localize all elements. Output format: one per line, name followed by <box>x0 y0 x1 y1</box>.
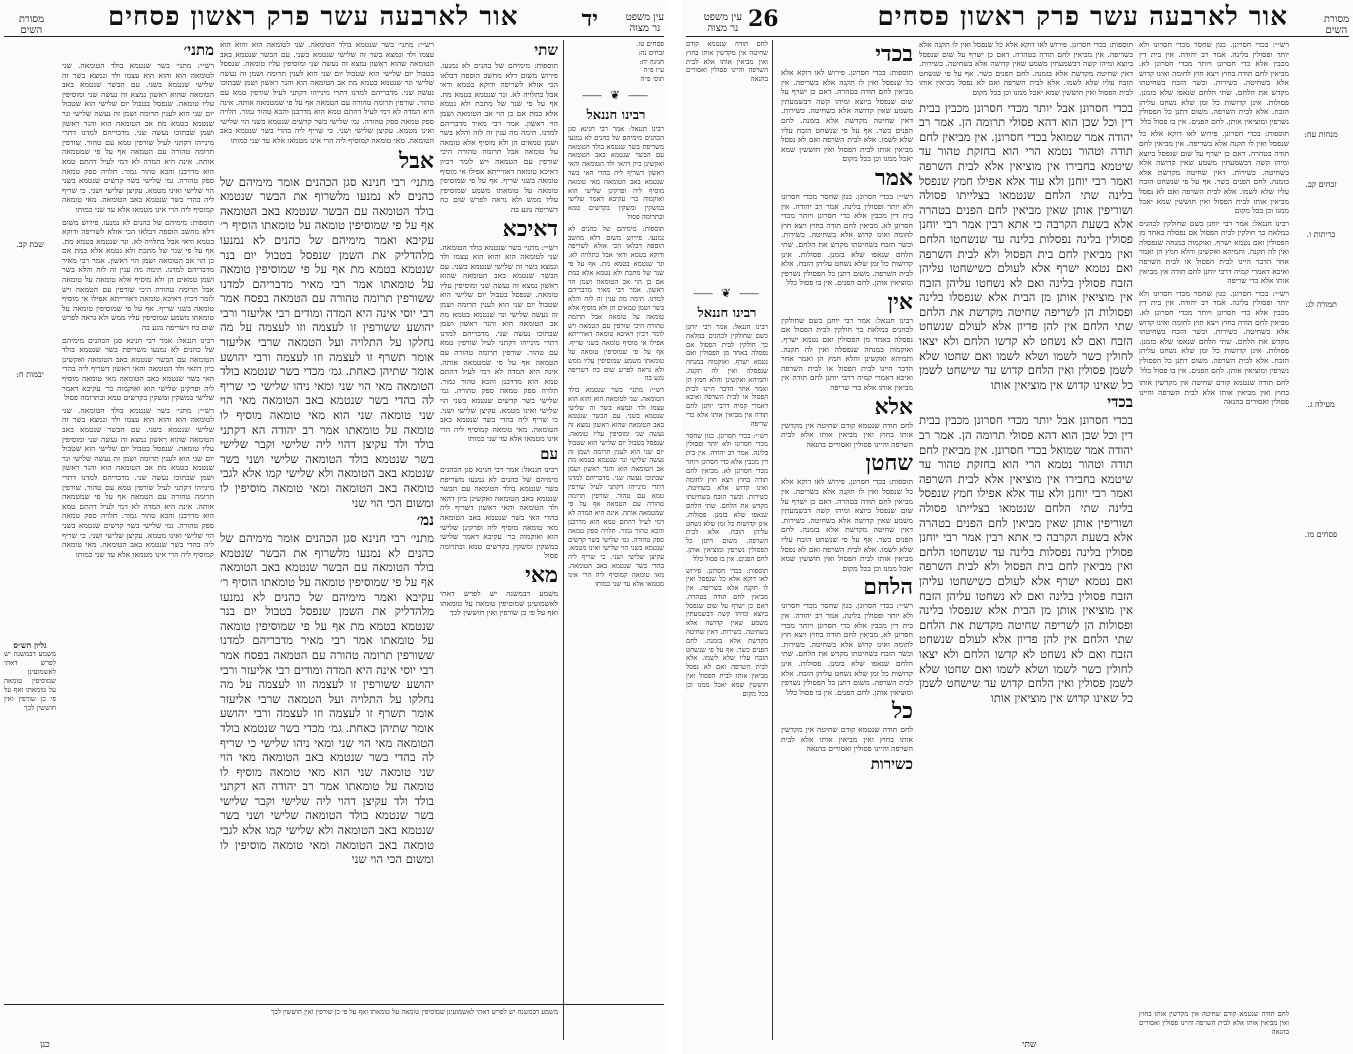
gemara-text: מתני׳ רבי חנינא סגן הכהנים אומר מימיהם של כהנים לא נמנעו מלשרוף את הבשר שנטמא בולד הטומאה עם הבשר שנטמא באב הטומאה אף על פי שמוסיפין טומאה על טומאתו הוסיף ר׳ עקיבא ואמר מימיהם של כהנים לא נמנעו מלהדליק את השמן שנפסל בטבול יום בנר שנטמא בטמא מת אף על פי שמוסיפין טומאה על טומאתו אמר רבי מאיר מדבריהם למדנו ששורפין תרומה טהורה עם הטמאה בפסח אמר רבי יוסי אינה היא המדה ומודים רבי אליעזר ורבי יהושע ששורפין זו לעצמה וזו לעצמה על מה נחלקו על התלויה ועל הטמאה שרבי אליעזר אומר תשרף זו לעצמה וזו לעצמה ורבי יהושע אומר שתיהן כאחת. גמ׳ מכדי בשר שנטמא בולד הטומאה מאי הוי שני ומאי ניהו שלישי כי שריף לה בהדי בשר שנטמא באב הטומאה מאי הוי שני טומאה שני הוא מאי טומאה מוסיף לו טומאה על טומאתו אמר רב יהודה הא דקתני בולד ולד עקיצן דהוי ליה שלישי וקבר שלישי בשר שנטמא בולד הטומאה שלישי ושני בשר שנטמא באב הטומאה ולא שלישי קמו אלא לגבי טומאה באב הטומאה ומאי טומאה מוסיפין לו ומשום הכי הוי שני <box>220 174 434 510</box>
gemara-text-cont: בכדי חסרונן אבל יותר מכדי חסרונן מכבין בבית דין וכל שכן הוא דהא פסולי תרומה הן. אמר רב יהודה אמר שמואל בכדי חסרונן. אין מביאין לחם תודה וטהור נטמא הרי הוא בחזקת טהור עד שיטמא בחבירו אין מוציאין אלא לבית השרפה ואמר רבי יוחנן ולא עוד אלא אפילו חמץ שנפסל בלינה שתי הלחם שנטמאו בצלייתו פסולה ושוריפין אותן שאין מביאין לחם הפנים בטהרה אלא בשעת הקרבה כי אתא רבין אמר רבי יוחנן פסולין בלינה נפסלות בלינה עד שנשחטו הלחם ואין מביאין לחם בית הפסול ולא לבית השרפה ואם נטמא ישרף אלא לעולם כשישחטו עליהן הזבח פסולין בלינה ואם לא נשחטו עליהן הזבח אין מוציאין אותן מן הבית אלא שנפסלו בלינה ופסולות הן לשריפה שחיטה מקדשת את הלחם שתי הלחם אין להן פדיון אלא לעולם שנשחט הזבח ואם לא נשחט לא קדשו הלחם ולא יצאו לחולין כשר לשמו ושלא לשמו ואם שחטו שלא לשמן פסולין ואין הלחם קדוש עד שישחט לשמן כל שאינו קדוש אין מוציאין אותו <box>919 413 1133 705</box>
footnote-rule <box>4 1004 664 1005</box>
rashi-column <box>1139 40 1289 1000</box>
bottom-catchword: כנן <box>40 1040 50 1050</box>
rashi-column <box>62 40 214 1000</box>
inner-margin-column <box>1293 40 1349 1000</box>
catchword: כל <box>891 698 913 725</box>
inner-margin-column <box>4 40 56 1000</box>
rabbeinu-chananel-text-cont: תוספות: מימיהם של כהנים לא נמנעו. פירוש משום דלא מחשב הוספה דבלאו הכי אזלא לשריפה ודוקא בטמא ודאי אבל בתלויה לא. ונר שנטמא בטמא מת. אף על פי שנר של מתכת ולא נטמא אלא במת אם כן הוי אב הטומאה ושמן הוי ראשון. אמר רבי מאיר מדבריהם למדנו. תימה מה ענין זה לזה והלא בשר ושמן טמאים הן ולא מוסיף אלא טומאה על טומאה אבל תרומה טהורה היכי שורפין עם הטמאה ויש לומר דכיון דאיכא טומאה דאורייתא אפילו אי מוסיף טומאה בשני שריף. אף על פי שמוסיפין טומאה על טומאתו משמע שמוסיפין עליו ממש ולא נראה לפרש שום כח דשריפה נוגע בה <box>568 224 664 383</box>
rashi-text: רש״י: בכדי חסרונן. כגון שחסר מכדי חסרונו ולא יותר ופסולין בלינה. אמר רב יהודה. אין בית דין מכבין אלא כדי חסרונן ויותר מכדי חסרונן לא. מביאין לחם תודה בחוץ ויצא חוץ לחומה ואינו קדוש אלא בשחיטה. כשירות. וכשר הזבח בשחיטתו מקדש את הלחם. שתי הלחם שנאפו שלא בזמנן. פסולות. אינן קדושות כל זמן שלא נשחט עליהן הזבח. אלא לבית השרפה. משום דתנן כל הפסולין נשרפין ומוציאין אותן. לחם הפנים. אין בו פסול כלל <box>1139 40 1289 126</box>
column-rule <box>772 40 773 1040</box>
tosafot-text-cont: רש״י: בכדי חסרונן. כגון שחסר מכדי חסרונו ולא יותר ופסולין בלינה. אמר רב יהודה. אין בית דין מכבין אלא כדי חסרונן ויותר מכדי חסרונן לא. מביאין לחם תודה בחוץ ויצא חוץ לחומה ואינו קדוש אלא בשחיטה. כשירות. וכשר הזבח בשחיטתו מקדש את הלחם. שתי הלחם שנאפו שלא בזמנן. פסולות. אינן קדושות כל זמן שלא נשחט עליהן הזבח. אלא לבית השרפה. משום דתנן כל הפסולין נשרפין ומוציאין אותן. לחם הפנים. אין בו פסול כלל <box>781 191 913 288</box>
rabbeinu-chananel-text: רבינו חננאל: אמר רבי יוחנן כשם שחולקין לכהנים במלאת כך חולקין לבית הפסול אם נפסלה באחד מן הפסולין ואם נטמא ישרף. ואוקמוה במנחה שנפסלה ואין לה תקנה. ותמיהא ואקשינן והלא חמץ הן ואמר אחר הדבר היינו לבית הפסול או לבית השרפה ואיכא דאמרי קמיה דרבי יוחנן לחם תודה אין מביאין אותו אלא כדי שריפה <box>686 322 768 428</box>
rashi-text-cont: רש״י: בכדי חסרונן. כגון שחסר מכדי חסרונו ולא יותר ופסולין בלינה. אמר רב יהודה. אין בית דין מכבין אלא כדי חסרונן ויותר מכדי חסרונן לא. מביאין לחם תודה בחוץ ויצא חוץ לחומה ואינו קדוש אלא בשחיטה. כשירות. וכשר הזבח בשחיטתו מקדש את הלחם. שתי הלחם שנאפו שלא בזמנן. פסולות. אינן קדושות כל זמן שלא נשחט עליהן הזבח. אלא לבית השרפה. משום דתנן כל הפסולין נשרפין ומוציאין אותן. לחם הפנים. אין בו פסול כלל <box>1139 288 1289 375</box>
margin-gloss: שבת קב. <box>16 240 44 249</box>
gemara-top-commentary: רש״י: מתני׳ בשר שנטמא בולד הטומאה. שני לטומאה הוא והוא הוא עצמו ולד ונמצא בשר זה שלישי שנטמא בשני. עם הבשר שנטמא באב הטומאה שהוא ראשון נמצא זה נעשה שני ומוסיפין עליו טומאה. שנפסל בטבול יום שלישי הוא שטבול יום שני הוא לענין תרומה ושמן זה נעשה שלישי ונר שנטמא בטמא מת אב הטומאה הוא והנר ראשון ושמן שבתוכו נעשה שני. מדבריהם למדנו דתרי מינייהו דקתני לעיל שורפין טמא עם טהור. שורפין תרומה טהורה עם הטמאה אף על פי שמטמאה אותה. אינה היא המדה לא דמי לעיל דהתם טמא הוא מדרבנן והכא טהור גמור. תלויה ספק טמאה ספק טהורה. גמ׳ שלישי בשר קדשים שנטמא בשני הוי שלישי ואינו מטמא. עקיצן שלישי ושני. כי שריף ליה בהדי בשר שנטמא באב הטומאה. מאי טומאה קמוסיף ליה הרי אינו מטמאו אלא עד שני כמותו <box>220 40 434 145</box>
gemara-text-cont: מתני׳ רבי חנינא סגן הכהנים אומר מימיהם של כהנים לא נמנעו מלשרוף את הבשר שנטמא בולד הטומאה עם הבשר שנטמא באב הטומאה אף על פי שמוסיפין טומאה על טומאתו הוסיף ר׳ עקיבא ואמר מימיהם של כהנים לא נמנעו מלהדליק את השמן שנפסל בטבול יום בנר שנטמא בטמא מת אף על פי שמוסיפין טומאה על טומאתו אמר רבי מאיר מדבריהם למדנו ששורפין תרומה טהורה עם הטמאה בפסח אמר רבי יוסי אינה היא המדה ומודים רבי אליעזר ורבי יהושע ששורפין זו לעצמה וזו לעצמה על מה נחלקו על התלויה ועל הטמאה שרבי אליעזר אומר תשרף זו לעצמה וזו לעצמה ורבי יהושע אומר שתיהן כאחת. גמ׳ מכדי בשר שנטמא בולד הטומאה מאי הוי שני ומאי ניהו שלישי כי שריף לה בהדי בשר שנטמא באב הטומאה מאי הוי שני טומאה שני הוא מאי טומאה מוסיף לו טומאה על טומאתו אמר רב יהודה הא דקתני בולד ולד עקיצן דהוי ליה שלישי וקבר שלישי בשר שנטמא בולד הטומאה שלישי ושני בשר שנטמא באב הטומאה ולא שלישי קמו אלא לגבי טומאה באב הטומאה ומאי טומאה מוסיפין לו ומשום הכי הוי שני <box>220 531 434 867</box>
footnote-block <box>60 1008 558 1038</box>
folio-number: 26 <box>748 6 779 32</box>
tosafot-column <box>781 40 913 1000</box>
outer-margin-column <box>686 40 768 1040</box>
gemara-text: בכדי חסרונן אבל יותר מכדי חסרונן מכבין בבית דין וכל שכן הוא דהא פסולי תרומה הן. אמר רב יהודה אמר שמואל בכדי חסרונן. אין מביאין לחם תודה וטהור נטמא הרי הוא בחזקת טהור עד שיטמא בחבירו אין מוציאין אלא לבית השרפה ואמר רבי יוחנן ולא עוד אלא אפילו חמץ שנפסל בלינה שתי הלחם שנטמאו בצלייתו פסולה ושוריפין אותן שאין מביאין לחם הפנים בטהרה אלא בשעת הקרבה כי אתא רבין אמר רבי יוחנן פסולין בלינה נפסלות בלינה עד שנשחטו הלחם ואין מביאין לחם בית הפסול ולא לבית השרפה ואם נטמא ישרף אלא לעולם כשישחטו עליהן הזבח פסולין בלינה ואם לא נשחטו עליהן הזבח אין מוציאין אותן מן הבית אלא שנפסלו בלינה ופסולות הן לשריפה שחיטה מקדשת את הלחם שתי הלחם אין להן פדיון אלא לעולם שנשחט הזבח ואם לא נשחט לא קדשו הלחם ולא יצאו לחולין כשר לשמו ושלא לשמו ואם שחטו שלא לשמן פסולין ואין הלחם קדוש עד שישחט לשמן כל שאינו קדוש אין מוציאין אותו <box>919 100 1133 392</box>
column-rule <box>563 40 564 1040</box>
marginal-ref: פסחים טו. <box>636 40 664 48</box>
marginal-refs-block <box>568 40 664 84</box>
ein-mishpat-heading <box>604 4 664 34</box>
tosafot-text-cont: רבינו חננאל: אמר רבי חנינא סגן הכהנים מימיהם של כהנים לא נמנעו משריפת בשר שנטמא בולד הטומאה עם הבשר שנטמא באב הטומאה ואקשינן כיון דהאי ולד הטומאה והאי ראשון דשריף ליה בהדי האי בשר שנטמא באב הטומאה מאי טומאה מוסיף ליה ופרקינן שלישי הוא ואוקמוה כר׳ עקיבא דאמר שלישי במשקין ומשקין בקדשים טמא ובתרומה פסול <box>440 464 558 561</box>
catchword: הלחם <box>863 574 913 601</box>
margin-gloss: תמורה לג: <box>1305 300 1337 309</box>
ein-mishpat-text: לחם תודה שנטמא קודם שחיטה אין מקדשין אותו בחוץ ואין מביאין אותו אלא לבית השרפה והיינו פסולין ואסורים בהנאה <box>686 40 768 84</box>
masoret-heading <box>1309 6 1349 36</box>
marginal-ref: זבחים נה: <box>638 48 664 57</box>
ein-mishpat-label: עין משפט נר מצוה <box>625 12 664 34</box>
masoret-label: מסורת השים <box>1323 14 1349 36</box>
tosafot-text-cont: תוספות: בכדי חסרונן. פירוש לאו דוקא אלא כל שנפסל ואין לו תקנה אלא בשריפה. אין מביאין לחם תודה בטהרה. דאם כן ישרף על שום שנפסל ביוצא ומיהו קשה דבשמעתין משמע שאין קדושה אלא בשחיטה. כשירות. דאין שחיטה מקדשת אלא בזמנה. לחם הפנים כשר. אף על פי שנשחט הזבח עליו שלא לשמו. אלא לבית השרפה ואם לא נפסל מביאין אותו לבית הפסול ואין חוששין שמא יאכל ממנו וכן בכל מקום <box>781 477 913 573</box>
rashi-text-cont: תוספות: מימיהם של כהנים לא נמנעו. פירוש משום דלא מחשב הוספה דבלאו הכי אזלא לשריפה ודוקא בטמא ודאי אבל בתלויה לא. ונר שנטמא בטמא מת. אף על פי שנר של מתכת ולא נטמא אלא במת אם כן הוי אב הטומאה ושמן הוי ראשון. אמר רבי מאיר מדבריהם למדנו. תימה מה ענין זה לזה והלא בשר ושמן טמאים הן ולא מוסיף אלא טומאה על טומאה אבל תרומה טהורה היכי שורפין עם הטמאה ויש לומר דכיון דאיכא טומאה דאורייתא אפילו אי מוסיף טומאה בשני שריף. אף על פי שמוסיפין טומאה על טומאתו משמע שמוסיפין עליו ממש ולא נראה לפרש שום כח דשריפה נוגע בה <box>62 217 214 333</box>
outer-margin-column <box>568 40 664 1040</box>
footnote-block <box>1139 1010 1289 1040</box>
margin-gloss: יבמות ח: <box>16 370 44 379</box>
ein-mishpat-heading <box>686 4 742 34</box>
header-rule <box>686 36 1349 37</box>
tosafot-text-cont: לחם תודה שנטמא קודם שחיטה אין מקדשין אותו בחוץ ואין מביאין אותו אלא לבית השרפה והיינו פסולין ואסורים בהנאה <box>781 420 913 449</box>
catchword: שחטן <box>865 450 913 477</box>
tosafot-text-cont: רבינו חננאל: אמר רבי יוחנן כשם שחולקין לכהנים במלאת כך חולקין לבית הפסול אם נפסלה באחד מן הפסולין ואם נטמא ישרף. ואוקמוה במנחה שנפסלה ואין לה תקנה. ותמיהא ואקשינן והלא חמץ הן ואמר אחר הדבר היינו לבית הפסול או לבית השרפה ואיכא דאמרי קמיה דרבי יוחנן לחם תודה אין מביאין אותו אלא כדי שריפה <box>781 315 913 393</box>
footnote-text: לחם תודה שנטמא קודם שחיטה אין מקדשין אותו בחוץ ואין מביאין אותו אלא לבית השרפה והיינו פסולין ואסורים בהנאה <box>1139 1010 1289 1036</box>
gilyon-hashas-text: משמע דבמשנה יש לפרש דאתי לאשמועינן שמוסיפין טומאה על טומאתו ואף על פי כן שורפין ואין חוששין לכך <box>4 650 56 712</box>
footnote-text: משמע דבמשנה יש לפרש דאתי לאשמועינן שמוסיפין טומאה על טומאתו ואף על פי כן שורפין ואין חוששין לכך <box>271 1008 558 1016</box>
right-running-head <box>748 2 1288 32</box>
ornament-divider: ⸺ ❦ ⸺ <box>581 87 651 102</box>
marginal-ref: תוס׳ פ״ה <box>640 75 664 84</box>
running-title: אור לארבעה עשר פרק ראשון פסחים <box>108 2 519 32</box>
tosafot-text-cont: לחם תודה שנטמא קודם שחיטה אין מקדשין אותו בחוץ ואין מביאין אותו אלא לבית השרפה והיינו פסולין ואסורים בהנאה <box>781 725 913 754</box>
rabbeinu-chananel-text-cont: תוספות: בכדי חסרונן. פירוש לאו דוקא אלא כל שנפסל ואין לו תקנה אלא בשריפה. אין מביאין לחם תודה בטהרה. דאם כן ישרף על שום שנפסל ביוצא ומיהו קשה דבשמעתין משמע שאין קדושה אלא בשחיטה. כשירות. דאין שחיטה מקדשת אלא בזמנה. לחם הפנים כשר. אף על פי שנשחט הזבח עליו שלא לשמו. אלא לבית השרפה ואם לא נפסל מביאין אותו לבית הפסול ואין חוששין שמא יאכל ממנו וכן בכל מקום <box>686 566 768 698</box>
rabbeinu-chananel-heading: רבינו חננאל <box>697 305 757 321</box>
rashi-text-cont: רבינו חננאל: אמר רבי יוחנן כשם שחולקין לכהנים במלאת כך חולקין לבית הפסול אם נפסלה באחד מן הפסולין ואם נטמא ישרף. ואוקמוה במנחה שנפסלה ואין לה תקנה. ותמיהא ואקשינן והלא חמץ הן ואמר אחר הדבר היינו לבית הפסול או לבית השרפה ואיכא דאמרי קמיה דרבי יוחנן לחם תודה אין מביאין אותו אלא כדי שריפה <box>1139 218 1289 286</box>
catchword: כשירות <box>870 755 913 774</box>
tosafot-column <box>440 40 558 1000</box>
catchword: עם <box>540 444 558 463</box>
rabbeinu-chananel-heading: רבינו חננאל <box>586 107 646 123</box>
page-gutter <box>668 0 682 1054</box>
left-page <box>0 0 668 1054</box>
margin-gloss: מנחות עח: <box>1304 130 1338 139</box>
rashi-text-cont: לחם תודה שנטמא קודם שחיטה אין מקדשין אותו בחוץ ואין מביאין אותו אלא לבית השרפה והיינו פסולין ואסורים בהנאה <box>1139 378 1289 407</box>
rabbeinu-chananel-text: רבינו חננאל: אמר רבי חנינא סגן הכהנים מימיהם של כהנים לא נמנעו משריפת בשר שנטמא בולד הטומאה עם הבשר שנטמא באב הטומאה ואקשינן כיון דהאי ולד הטומאה והאי ראשון דשריף ליה בהדי האי בשר שנטמא באב הטומאה מאי טומאה מוסיף ליה ופרקינן שלישי הוא ואוקמוה כר׳ עקיבא דאמר שלישי במשקין ומשקין בקדשים טמא ובתרומה פסול <box>568 124 664 221</box>
rashi-text: רש״י: מתני׳ בשר שנטמא בולד הטומאה. שני לטומאה הוא והוא הוא עצמו ולד ונמצא בשר זה שלישי שנטמא בשני. עם הבשר שנטמא באב הטומאה שהוא ראשון נמצא זה נעשה שני ומוסיפין עליו טומאה. שנפסל בטבול יום שלישי הוא שטבול יום שני הוא לענין תרומה ושמן זה נעשה שלישי ונר שנטמא בטמא מת אב הטומאה הוא והנר ראשון ושמן שבתוכו נעשה שני. מדבריהם למדנו דתרי מינייהו דקתני לעיל שורפין טמא עם טהור. שורפין תרומה טהורה עם הטמאה אף על פי שמטמאה אותה. אינה היא המדה לא דמי לעיל דהתם טמא הוא מדרבנן והכא טהור גמור. תלויה ספק טמאה ספק טהורה. גמ׳ שלישי בשר קדשים שנטמא בשני הוי שלישי ואינו מטמא. עקיצן שלישי ושני. כי שריף ליה בהדי בשר שנטמא באב הטומאה. מאי טומאה קמוסיף ליה הרי אינו מטמאו אלא עד שני כמותו <box>62 61 214 214</box>
catchword: בכדי <box>875 41 913 67</box>
tosafot-text: תוספות: בכדי חסרונן. פירוש לאו דוקא אלא כל שנפסל ואין לו תקנה אלא בשריפה. אין מביאין לחם תודה בטהרה. דאם כן ישרף על שום שנפסל ביוצא ומיהו קשה דבשמעתין משמע שאין קדושה אלא בשחיטה. כשירות. דאין שחיטה מקדשת אלא בזמנה. לחם הפנים כשר. אף על פי שנשחט הזבח עליו שלא לשמו. אלא לבית השרפה ואם לא נפסל מביאין אותו לבית הפסול ואין חוששין שמא יאכל ממנו וכן בכל מקום <box>781 68 913 164</box>
right-page <box>682 0 1353 1054</box>
bottom-catchword: שתי <box>1022 1040 1037 1050</box>
catchword: אין <box>887 288 913 315</box>
catchword: בכדי <box>1107 393 1133 412</box>
rabbeinu-chananel-text-cont: רש״י: מתני׳ בשר שנטמא בולד הטומאה. שני לטומאה הוא והוא הוא עצמו ולד ונמצא בשר זה שלישי שנטמא בשני. עם הבשר שנטמא באב הטומאה שהוא ראשון נמצא זה נעשה שני ומוסיפין עליו טומאה. שנפסל בטבול יום שלישי הוא שטבול יום שני הוא לענין תרומה ושמן זה נעשה שלישי ונר שנטמא בטמא מת אב הטומאה הוא והנר ראשון ושמן שבתוכו נעשה שני. מדבריהם למדנו דתרי מינייהו דקתני לעיל שורפין טמא עם טהור. שורפין תרומה טהורה עם הטמאה אף על פי שמטמאה אותה. אינה היא המדה לא דמי לעיל דהתם טמא הוא מדרבנן והכא טהור גמור. תלויה ספק טמאה ספק טהורה. גמ׳ שלישי בשר קדשים שנטמא בשני הוי שלישי ואינו מטמא. עקיצן שלישי ושני. כי שריף ליה בהדי בשר שנטמא באב הטומאה. מאי טומאה קמוסיף ליה הרי אינו מטמאו אלא עד שני כמותו <box>568 386 664 588</box>
left-running-head <box>108 2 598 32</box>
gemara-column <box>220 40 434 1000</box>
gemara-top-commentary: תוספות: בכדי חסרונן. פירוש לאו דוקא אלא כל שנפסל ואין לו תקנה אלא בשריפה. אין מביאין לחם תודה בטהרה. דאם כן ישרף על שום שנפסל ביוצא ומיהו קשה דבשמעתין משמע שאין קדושה אלא בשחיטה. כשירות. דאין שחיטה מקדשת אלא בזמנה. לחם הפנים כשר. אף על פי שנשחט הזבח עליו שלא לשמו. אלא לבית השרפה ואם לא נפסל מביאין אותו לבית הפסול ואין חוששין שמא יאכל ממנו וכן בכל מקום <box>919 40 1133 97</box>
margin-gloss: זבחים קב. <box>1305 180 1337 189</box>
tosafot-text: תוספות: מימיהם של כהנים לא נמנעו. פירוש משום דלא מחשב הוספה דבלאו הכי אזלא לשריפה ודוקא בטמא ודאי אבל בתלויה לא. ונר שנטמא בטמא מת. אף על פי שנר של מתכת ולא נטמא אלא במת אם כן הוי אב הטומאה ושמן הוי ראשון. אמר רבי מאיר מדבריהם למדנו. תימה מה ענין זה לזה והלא בשר ושמן טמאים הן ולא מוסיף אלא טומאה על טומאה אבל תרומה טהורה היכי שורפין עם הטמאה ויש לומר דכיון דאיכא טומאה דאורייתא אפילו אי מוסיף טומאה בשני שריף. אף על פי שמוסיפין טומאה על טומאתו משמע שמוסיפין עליו ממש ולא נראה לפרש שום כח דשריפה נוגע בה <box>440 61 558 214</box>
rashi-text-cont: רבינו חננאל: אמר רבי חנינא סגן הכהנים מימיהם של כהנים לא נמנעו משריפת בשר שנטמא בולד הטומאה עם הבשר שנטמא באב הטומאה ואקשינן כיון דהאי ולד הטומאה והאי ראשון דשריף ליה בהדי האי בשר שנטמא באב הטומאה מאי טומאה מוסיף ליה ופרקינן שלישי הוא ואוקמוה כר׳ עקיבא דאמר שלישי במשקין ומשקין בקדשים טמא ובתרומה פסול <box>62 335 214 403</box>
folio-number: יד <box>581 6 598 32</box>
ornament-divider: ⸺ ❦ ⸺ <box>692 285 762 300</box>
catchword: מתני׳ <box>183 41 214 59</box>
catchword: אמר <box>875 164 913 191</box>
tosafot-text-cont: רש״י: בכדי חסרונן. כגון שחסר מכדי חסרונו ולא יותר ופסולין בלינה. אמר רב יהודה. אין בית דין מכבין אלא כדי חסרונן ויותר מכדי חסרונן לא. מביאין לחם תודה בחוץ ויצא חוץ לחומה ואינו קדוש אלא בשחיטה. כשירות. וכשר הזבח בשחיטתו מקדש את הלחם. שתי הלחם שנאפו שלא בזמנן. פסולות. אינן קדושות כל זמן שלא נשחט עליהן הזבח. אלא לבית השרפה. משום דתנן כל הפסולין נשרפין ומוציאין אותן. לחם הפנים. אין בו פסול כלל <box>781 601 913 697</box>
rashi-text-cont: רש״י: מתני׳ בשר שנטמא בולד הטומאה. שני לטומאה הוא והוא הוא עצמו ולד ונמצא בשר זה שלישי שנטמא בשני. עם הבשר שנטמא באב הטומאה שהוא ראשון נמצא זה נעשה שני ומוסיפין עליו טומאה. שנפסל בטבול יום שלישי הוא שטבול יום שני הוא לענין תרומה ושמן זה נעשה שלישי ונר שנטמא בטמא מת אב הטומאה הוא והנר ראשון ושמן שבתוכו נעשה שני. מדבריהם למדנו דתרי מינייהו דקתני לעיל שורפין טמא עם טהור. שורפין תרומה טהורה עם הטמאה אף על פי שמטמאה אותה. אינה היא המדה לא דמי לעיל דהתם טמא הוא מדרבנן והכא טהור גמור. תלויה ספק טמאה ספק טהורה. גמ׳ שלישי בשר קדשים שנטמא בשני הוי שלישי ואינו מטמא. עקיצן שלישי ושני. כי שריף ליה בהדי בשר שנטמא באב הטומאה. מאי טומאה קמוסיף ליה הרי אינו מטמאו אלא עד שני כמותו <box>62 405 214 559</box>
catchword: מאי <box>525 561 558 588</box>
margin-gloss: פסחים מו. <box>1304 530 1338 539</box>
gemara-column <box>919 40 1133 1000</box>
header-rule <box>4 36 664 37</box>
catchword: שתי <box>534 41 558 59</box>
running-title: אור לארבעה עשר פרק ראשון פסחים <box>877 2 1288 32</box>
catchword: נמ׳ <box>416 511 434 530</box>
catchword: אלא <box>874 393 913 420</box>
marginal-ref: ע״ז פ״ה <box>643 66 664 75</box>
gilyon-hashas-label: גליון הש״ס <box>13 640 47 650</box>
ein-mishpat-label: עין משפט נר מצוה <box>703 12 742 34</box>
masoret-label: מסורת השים <box>18 14 44 36</box>
marginal-ref: חגיגה יח: <box>639 57 664 66</box>
catchword: דאיכא <box>502 215 558 242</box>
rashi-text-cont: תוספות: בכדי חסרונן. פירוש לאו דוקא אלא כל שנפסל ואין לו תקנה אלא בשריפה. אין מביאין לחם תודה בטהרה. דאם כן ישרף על שום שנפסל ביוצא ומיהו קשה דבשמעתין משמע שאין קדושה אלא בשחיטה. כשירות. דאין שחיטה מקדשת אלא בזמנה. לחם הפנים כשר. אף על פי שנשחט הזבח עליו שלא לשמו. אלא לבית השרפה ואם לא נפסל מביאין אותו לבית הפסול ואין חוששין שמא יאכל ממנו וכן בכל מקום <box>1139 129 1289 216</box>
rabbeinu-chananel-text-cont: רש״י: בכדי חסרונן. כגון שחסר מכדי חסרונו ולא יותר ופסולין בלינה. אמר רב יהודה. אין בית דין מכבין אלא כדי חסרונן ויותר מכדי חסרונן לא. מביאין לחם תודה בחוץ ויצא חוץ לחומה ואינו קדוש אלא בשחיטה. כשירות. וכשר הזבח בשחיטתו מקדש את הלחם. שתי הלחם שנאפו שלא בזמנן. פסולות. אינן קדושות כל זמן שלא נשחט עליהן הזבח. אלא לבית השרפה. משום דתנן כל הפסולין נשרפין ומוציאין אותן. לחם הפנים. אין בו פסול כלל <box>686 431 768 563</box>
masoret-heading <box>4 6 44 36</box>
tosafot-text-cont: רש״י: מתני׳ בשר שנטמא בולד הטומאה. שני לטומאה הוא והוא הוא עצמו ולד ונמצא בשר זה שלישי שנטמא בשני. עם הבשר שנטמא באב הטומאה שהוא ראשון נמצא זה נעשה שני ומוסיפין עליו טומאה. שנפסל בטבול יום שלישי הוא שטבול יום שני הוא לענין תרומה ושמן זה נעשה שלישי ונר שנטמא בטמא מת אב הטומאה הוא והנר ראשון ושמן שבתוכו נעשה שני. מדבריהם למדנו דתרי מינייהו דקתני לעיל שורפין טמא עם טהור. שורפין תרומה טהורה עם הטמאה אף על פי שמטמאה אותה. אינה היא המדה לא דמי לעיל דהתם טמא הוא מדרבנן והכא טהור גמור. תלויה ספק טמאה ספק טהורה. גמ׳ שלישי בשר קדשים שנטמא בשני הוי שלישי ואינו מטמא. עקיצן שלישי ושני. כי שריף ליה בהדי בשר שנטמא באב הטומאה. מאי טומאה קמוסיף ליה הרי אינו מטמאו אלא עד שני כמותו <box>440 242 558 444</box>
catchword: אבל <box>398 147 434 174</box>
tosafot-text-cont: משמע דבמשנה יש לפרש דאתי לאשמועינן שמוסיפין טומאה על טומאתו ואף על פי כן שורפין ואין חוששין לכך <box>440 588 558 618</box>
margin-gloss: מעילה ג. <box>1307 400 1335 409</box>
margin-gloss: כריתות ו. <box>1306 230 1336 239</box>
